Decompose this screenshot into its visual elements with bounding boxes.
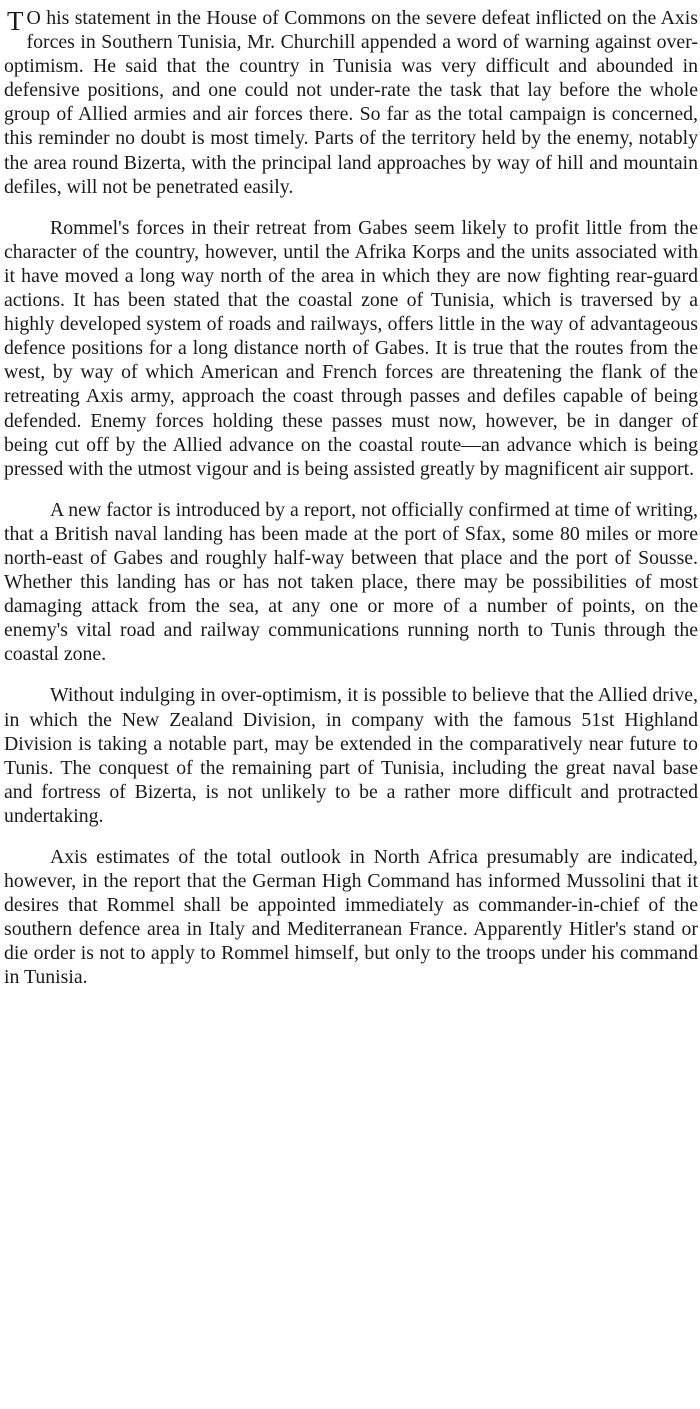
paragraph-text: O his statement in the House of Commons on the severe defeat inflicted on the Axis forces in Southern Tunisia, Mr. Churchill appended a word of warning against over-optimism. He said that the country in Tunisia was very difficult and abounded in defensive positions, and one could not under-rate the task that lay before the whole group of Allied armies and air forces there. So far as the total campaign is concerned, this reminder no doubt is most timely. Parts of the territory held by the enemy, notably the area round Bizerta, with the principal land approaches by way of hill and mountain defiles, will not be penetrated easily. (4, 7, 698, 198)
article-paragraph-2: Rommel's forces in their retreat from Gabes seem likely to profit little from the character of the country, however, until the Afrika Korps and the units associated with it have moved a long way north of the area in which they are now fighting rear-guard actions. It has been stated that the coastal zone of Tunisia, which is traversed by a highly developed system of roads and railways, offers little in the way of advantageous defence positions for a long distance north of Gabes. It is true that the routes from the west, by way of which American and French forces are threatening the flank of the retreating Axis army, approach the coast through passes and defiles capable of being defended. Enemy forces holding these passes must now, however, be in danger of being cut off by the Allied advance on the coastal route—an advance which is being pressed with the utmost vigour and is being assisted greatly by magnificent air support. (4, 216, 698, 480)
article-paragraph-1 (4, 6, 698, 199)
article-paragraph-3: A new factor is introduced by a report, not officially confirmed at time of writing, that a British naval landing has been made at the port of Sfax, some 80 miles or more north-east of Gabes and roughly half-way between that place and the port of Sousse. Whether this landing has or has not taken place, there may be possibilities of most damaging attack from the sea, at any one or more of a number of points, on the enemy's vital road and railway communications running north to Tunis through the coastal zone. (4, 498, 698, 666)
article-paragraph-5: Axis estimates of the total outlook in North Africa presumably are indicated, however, in the report that the German High Command has informed Mussolini that it desires that Rommel shall be appointed immediately as commander-in-chief of the southern defence area in Italy and Mediterranean France. Apparently Hitler's stand or die order is not to apply to Rommel himself, but only to the troops under his command in Tunisia. (4, 846, 698, 989)
drop-cap-initial: T (7, 6, 24, 36)
article-paragraph-4: Without indulging in over-optimism, it is possible to believe that the Allied drive, in which the New Zealand Division, in company with the famous 51st Highland Division is taking a notable part, may be extended in the comparatively near future to Tunis. The conquest of the remaining part of Tunisia, including the great naval base and fortress of Bizerta, is not unlikely to be a rather more difficult and protracted undertaking. (4, 684, 698, 827)
